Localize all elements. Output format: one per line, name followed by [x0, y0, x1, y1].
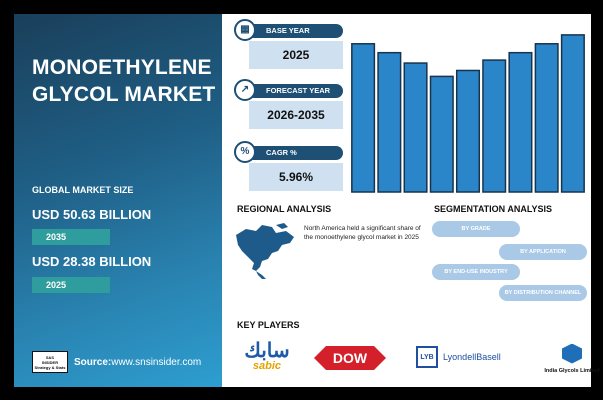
segment-by-application: BY APPLICATION [499, 244, 587, 260]
kpi-label: FORECAST YEAR [266, 86, 331, 95]
north-america-map-icon [232, 221, 300, 281]
infographic-card [14, 14, 600, 387]
chart-bar [509, 53, 532, 192]
growth-chart-icon: ↗ [234, 79, 256, 101]
sabic-logo [236, 338, 298, 376]
chart-bar [352, 44, 375, 192]
page-title: MONOETHYLENE GLYCOL MARKET [32, 56, 216, 106]
market-value-2035: USD 50.63 BILLION [32, 207, 152, 222]
dow-logo [314, 346, 386, 370]
kpi-label: CAGR % [266, 148, 297, 157]
segment-by-grade: BY GRADE [432, 221, 520, 237]
lyb-mark: LYB [416, 346, 438, 368]
kpi-header [240, 24, 343, 38]
market-year-2035: 2035 [32, 229, 110, 245]
kpi-value: 5.96% [249, 163, 343, 191]
kpi-value: 2026-2035 [249, 101, 343, 129]
market-bar-chart [348, 24, 588, 192]
percent-coins-icon: % [234, 141, 256, 163]
lyondellbasell-logo [416, 342, 541, 372]
chart-bar [404, 63, 427, 192]
india-glycols-logo [541, 336, 603, 381]
market-year-2025: 2025 [32, 277, 110, 293]
source-label: Source: [74, 356, 112, 368]
key-players-row [234, 336, 600, 381]
regional-text: North America held a significant share of the monoethylene glycol market in 2025 [304, 225, 421, 241]
chart-bar [535, 44, 558, 192]
kpi-forecast-year [240, 84, 343, 129]
segment-by-distribution-channel: BY DISTRIBUTION CHANNEL [499, 285, 587, 301]
chart-bar [562, 35, 585, 192]
source-text [74, 357, 201, 368]
kpi-label: BASE YEAR [266, 26, 310, 35]
kpi-value: 2025 [249, 41, 343, 69]
kpi-cagr [240, 146, 343, 191]
calendar-icon: ▦ [234, 19, 256, 41]
source-block [32, 351, 201, 373]
regional-analysis-title: REGIONAL ANALYSIS [237, 204, 332, 214]
chart-bar [457, 70, 480, 192]
left-panel [14, 14, 222, 387]
sabic-text: sabic [252, 360, 282, 372]
sabic-arabic-text: سابك [244, 340, 290, 362]
lyondellbasell-text: LyondellBasell [443, 352, 501, 362]
chart-bar [431, 76, 454, 192]
hexagon-icon [562, 344, 582, 364]
kpi-base-year [240, 24, 343, 69]
kpi-header [240, 84, 343, 98]
segment-by-end-use-industry: BY END-USE INDUSTRY [432, 264, 520, 280]
segmentation-analysis-title: SEGMENTATION ANALYSIS [434, 204, 553, 214]
logo-line-1: S&S [45, 354, 55, 360]
logo-line-2: INSIDER [41, 359, 59, 365]
logo-line-3: Strategy & Stats [34, 364, 66, 370]
source-url[interactable]: www.snsinsider.com [111, 356, 202, 368]
chart-bar [378, 53, 401, 192]
market-value-2025: USD 28.38 BILLION [32, 254, 152, 269]
kpi-header [240, 146, 343, 160]
chart-bar [483, 60, 506, 192]
key-players-title: KEY PLAYERS [237, 320, 300, 330]
india-glycols-text: India Glycols Limited [544, 367, 600, 374]
global-market-size-label: GLOBAL MARKET SIZE [32, 185, 134, 195]
sns-insider-logo [32, 351, 68, 373]
dow-text: DOW [332, 350, 368, 366]
